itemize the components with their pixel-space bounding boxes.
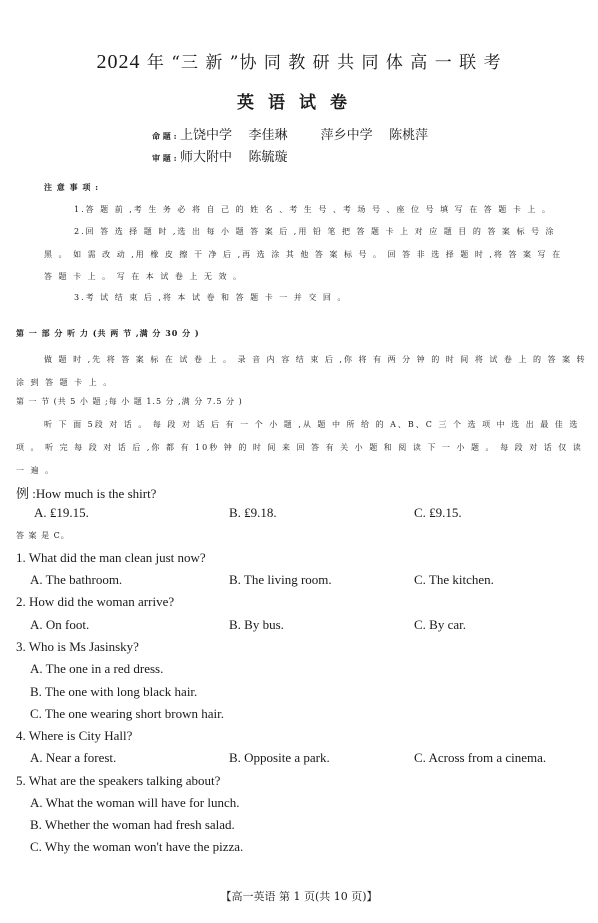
example-option-a: A. ₤19.15.	[34, 505, 89, 520]
exam-title-rest: 年 “三 新 ”协 同 教 研 共 同 体 高 一 联 考	[146, 53, 502, 73]
q1-option-c: C. The kitchen.	[414, 572, 494, 587]
q5-option-b: B. Whether the woman had fresh salad.	[30, 817, 235, 832]
q5-option-a: A. What the woman will have for lunch.	[30, 795, 240, 810]
example-option-c: C. ₤9.15.	[414, 505, 462, 520]
notice-item-2: 2.回 答 选 择 题 时 ,选 出 每 小 题 答 案 后 ,用 铅 笔 把 答 题 卡 上 对 应 题 目 的 答 案 标 号 涂	[74, 227, 556, 236]
part1-intro-cont: 涂 到 答 题 卡 上 。	[16, 378, 114, 387]
q2-option-b: B. By bus.	[229, 617, 284, 632]
q2-option-c: C. By car.	[414, 617, 466, 632]
authors-label: 命 题 :	[152, 131, 177, 141]
exam-title	[0, 48, 598, 74]
q2-option-a: A. On foot.	[30, 617, 90, 632]
question-5: 5. What are the speakers talking about?	[16, 773, 221, 788]
q3-option-b: B. The one with long black hair.	[30, 684, 198, 699]
reviewers: 师大附中 陈毓璇	[180, 150, 288, 165]
question-2: 2. How did the woman arrive?	[16, 594, 175, 609]
section1-instructions-end: 一 遍 。	[16, 466, 56, 475]
authors-line	[152, 124, 428, 143]
notice-heading: 注 意 事 项 :	[44, 182, 100, 192]
notice-item-2-cont: 黑 。 如 需 改 动 ,用 橡 皮 擦 干 净 后 ,再 选 涂 其 他 答 案 标 号 。 回 答 非 选 择 题 时 ,将 答 案 写 在	[44, 250, 563, 259]
q3-option-a: A. The one in a red dress.	[30, 661, 164, 676]
question-1: 1. What did the man clean just now?	[16, 550, 206, 565]
example-answer: 答 案 是 C。	[16, 531, 70, 540]
reviewers-line	[152, 146, 288, 165]
q3-option-c: C. The one wearing short brown hair.	[30, 706, 224, 721]
question-4: 4. Where is City Hall?	[16, 728, 133, 743]
part1-heading: 第 一 部 分 听 力 (共 两 节 ,满 分 30 分 )	[16, 328, 200, 338]
section1-instructions-cont: 项 。 听 完 每 段 对 话 后 ,你 都 有 10秒 钟 的 时 间 来 回 答 有 关 小 题 和 阅 读 下 一 小 题 。 每 段 对 话 仅 读	[16, 443, 583, 452]
notice-item-3: 3.考 试 结 束 后 ,将 本 试 卷 和 答 题 卡 一 并 交 回 。	[74, 293, 348, 302]
q5-option-c: C. Why the woman won't have the pizza.	[30, 839, 244, 854]
q1-option-a: A. The bathroom.	[30, 572, 123, 587]
section1-instructions: 听 下 面 5段 对 话 。 每 段 对 话 后 有 一 个 小 题 ,从 题 中 所 给 的 A、B、C 三 个 选 项 中 选 出 最 佳 选	[44, 420, 580, 429]
section1-heading: 第 一 节 (共 5 小 题 ;每 小 题 1.5 分 ,满 分 7.5 分 )	[16, 397, 243, 406]
example-option-b: B. ₤9.18.	[229, 505, 277, 520]
notice-item-1: 1.答 题 前 ,考 生 务 必 将 自 己 的 姓 名 、考 生 号 、考 场 号 、座 位 号 填 写 在 答 题 卡 上 。	[74, 205, 552, 214]
part1-intro: 做 题 时 ,先 将 答 案 标 在 试 卷 上 。 录 音 内 容 结 束 后 ,你 将 有 两 分 钟 的 时 间 将 试 卷 上 的 答 案 转	[44, 355, 587, 364]
notice-item-2-end: 答 题 卡 上 。 写 在 本 试 卷 上 无 效 。	[44, 272, 244, 281]
q1-option-b: B. The living room.	[229, 572, 332, 587]
authors: 上饶中学 李佳琳 萍乡中学 陈桃萍	[180, 128, 429, 143]
q4-option-a: A. Near a forest.	[30, 750, 117, 765]
q4-option-c: C. Across from a cinema.	[414, 750, 547, 765]
reviewers-label: 审 题 :	[152, 153, 177, 163]
example-question: 例 :How much is the shirt?	[16, 486, 157, 501]
exam-subtitle: 英语试卷	[237, 93, 361, 113]
page-footer: 【高一英语 第 1 页(共 10 页)】	[220, 890, 378, 903]
q4-option-b: B. Opposite a park.	[229, 750, 330, 765]
question-3: 3. Who is Ms Jasinsky?	[16, 639, 139, 654]
exam-year: 2024	[96, 51, 141, 73]
